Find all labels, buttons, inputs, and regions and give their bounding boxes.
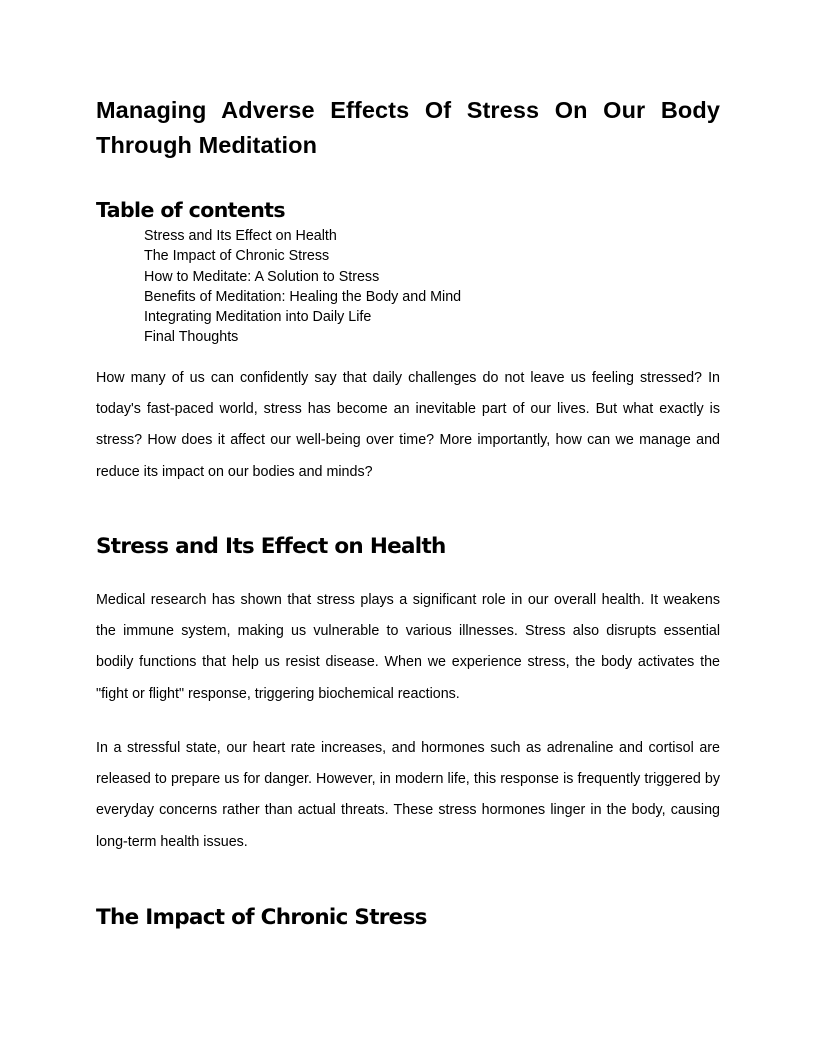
section-heading-impact-chronic-stress: The Impact of Chronic Stress [96,905,427,930]
table-of-contents [144,226,461,348]
toc-heading: Table of contents [96,198,285,222]
section-heading-stress-effect-on-health: Stress and Its Effect on Health [96,534,446,559]
toc-item-impact-chronic-stress[interactable]: The Impact of Chronic Stress [144,248,330,265]
section-paragraph: In a stressful state, our heart rate increases, and hormones such as adrenaline and cortisol are released to prepare us for danger. However, in modern life, this response is frequently triggered by everyday concerns rather than actual threats. These stress hormones linger in the body, causing long-term health issues. [96,740,720,850]
toc-item-stress-effect-on-health[interactable]: Stress and Its Effect on Health [144,228,337,244]
toc-item-benefits-of-meditation[interactable]: Benefits of Meditation: Healing the Body and Mind [144,288,462,305]
document-title: Managing Adverse Effects Of Stress On Our Body Through Meditation [96,97,720,158]
toc-item-final-thoughts[interactable]: Final Thoughts [144,329,239,346]
section-paragraph: Medical research has shown that stress plays a significant role in our overall health. It weakens the immune system, making us vulnerable to various illnesses. Stress also disrupts essential bodily functions that help us resist disease. When we experience stress, the body activates the "fight or flight" response, triggering biochemical reactions. [96,592,720,702]
intro-paragraph: How many of us can confidently say that daily challenges do not leave us feeling stressed? In today's fast-paced world, stress has become an inevitable part of our lives. But what exactly is stress? How does it affect our well-being over time? More importantly, how can we manage and reduce its impact on our bodies and minds? [96,370,720,480]
toc-item-integrating-meditation[interactable]: Integrating Meditation into Daily Life [144,309,372,326]
toc-item-how-to-meditate[interactable]: How to Meditate: A Solution to Stress [144,268,380,285]
